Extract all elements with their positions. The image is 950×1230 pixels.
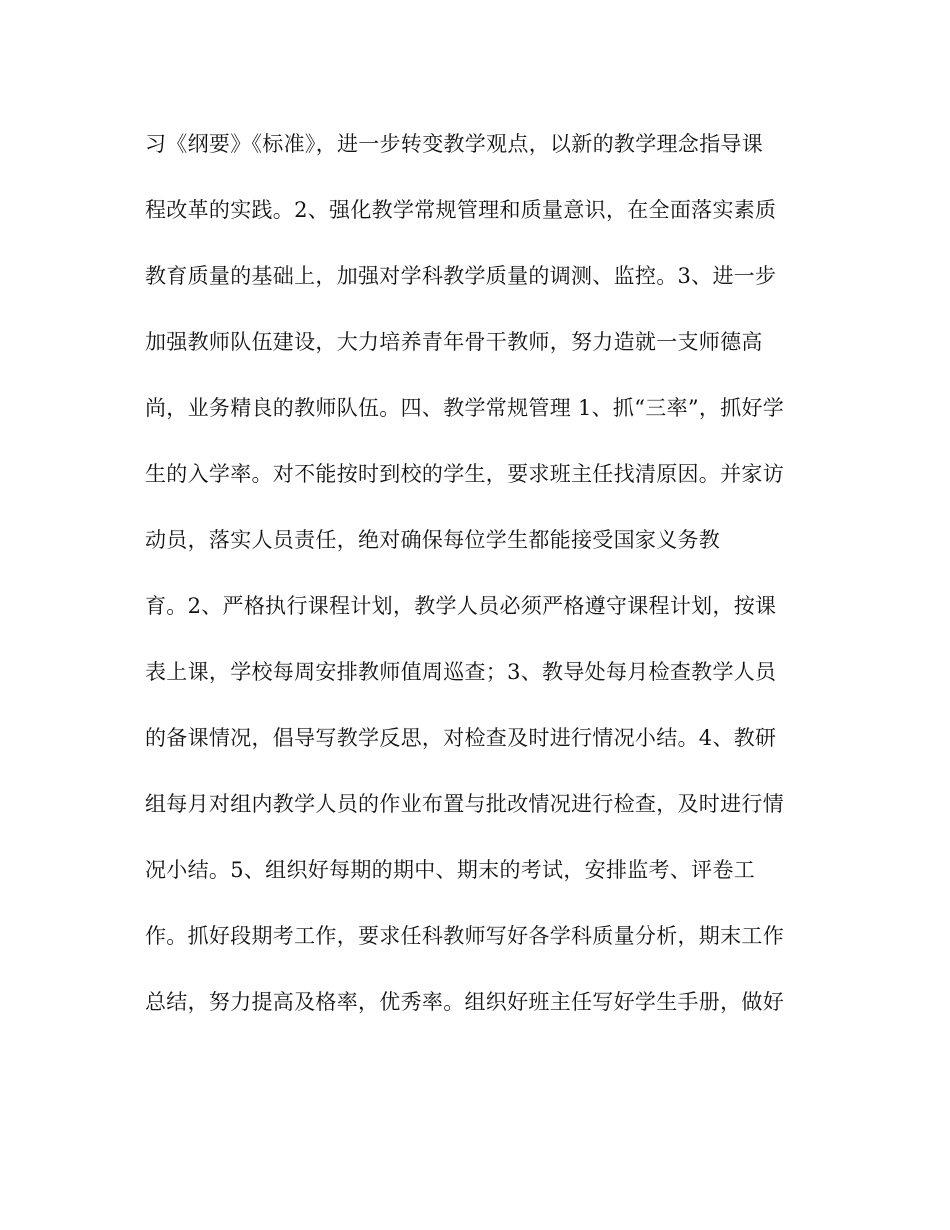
text-line: 习《纲要》《标准》，进一步转变教学观点，以新的教学理念指导课 xyxy=(145,132,763,156)
text-line: 教育质量的基础上，加强对学科教学质量的调测、监控。3、进一步 xyxy=(145,264,777,288)
text-line: 总结，努力提高及格率，优秀率。组织好班主任写好学生手册，做好 xyxy=(145,990,784,1014)
text-line: 程改革的实践。2、强化教学常规管理和质量意识，在全面落实素质 xyxy=(145,198,777,222)
text-line: 组每月对组内教学人员的作业布置与批改情况进行检查，及时进行情 xyxy=(145,792,784,816)
text-line: 作。抓好段期考工作，要求任科教师写好各学科质量分析，期末工作 xyxy=(145,924,784,948)
text-line: 尚，业务精良的教师队伍。四、教学常规管理 1、抓“三率”，抓好学 xyxy=(145,396,785,420)
text-line: 的备课情况，倡导写教学反思，对检查及时进行情况小结。4、教研 xyxy=(145,726,777,750)
text-line: 动员，落实人员责任，绝对确保每位学生都能接受国家义务教 xyxy=(145,528,721,552)
text-line: 生的入学率。对不能按时到校的学生，要求班主任找清原因。并家访 xyxy=(145,462,784,486)
text-line: 表上课，学校每周安排教师值周巡查；3、教导处每月检查教学人员 xyxy=(145,660,777,684)
text-line: 况小结。5、组织好每期的期中、期末的考试，安排监考、评卷工 xyxy=(145,858,756,882)
text-line: 加强教师队伍建设，大力培养青年骨干教师，努力造就一支师德高 xyxy=(145,330,763,354)
text-line: 育。2、严格执行课程计划，教学人员必须严格遵守课程计划，按课 xyxy=(145,594,777,618)
document-body xyxy=(145,120,825,1044)
